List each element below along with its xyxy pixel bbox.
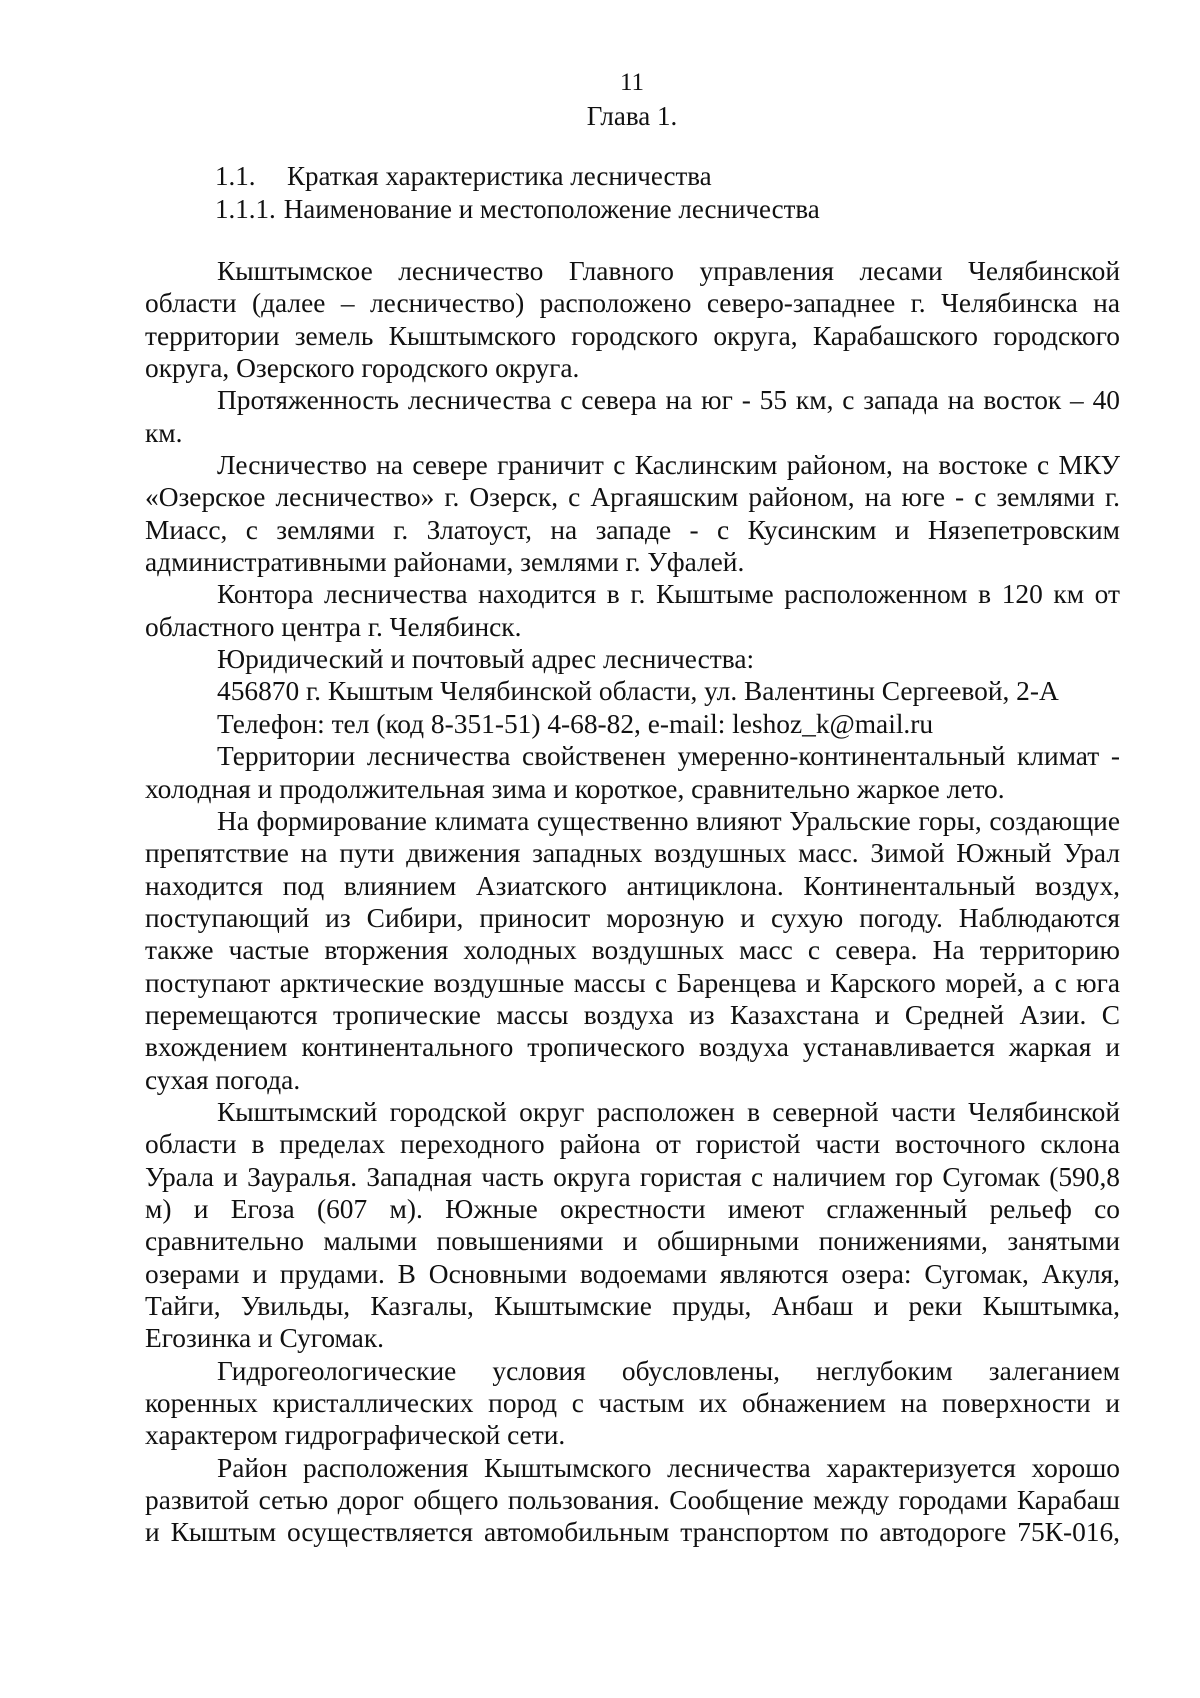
paragraph-borders: Лесничество на севере граничит с Каслинским районом, на востоке с МКУ «Озерское лесничество» г. Озерск, с Аргаяшским районом, на юге - с землями г. Миасс, с землями г. Златоуст, на западе - с Кусинским и Нязепетровским административными районами, землями г. Уфалей. (145, 450, 1120, 578)
section-title: Краткая характеристика лесничества (287, 161, 712, 191)
section-number: 1.1.1. (215, 194, 276, 224)
section-heading-1-1-1 (215, 193, 820, 225)
section-heading-1-1 (215, 160, 712, 192)
paragraph-relief: Кыштымский городской округ расположен в северной части Челябинской области в пределах переходного района от гористой части восточного склона Урала и Зауралья. Западная часть округа гористая с наличием гор Сугомак (590,8 м) и Егоза (607 м). Южные окрестности имеют сглаженный рельеф со сравнительно малыми повышениями и обширными понижениями, занятыми озерами и прудами. В Основными водоемами являются озера: Сугомак, Акуля, Тайги, Увильды, Казгалы, Кыштымские пруды, Анбаш и реки Кыштымка, Егозинка и Сугомак. (145, 1096, 1120, 1354)
paragraph-roads: Район расположения Кыштымского лесничества характеризуется хорошо развитой сетью дорог общего пользования. Сообщение между городами Карабаш и Кыштым осуществляется автомобильным транспортом по автодороге 75К-016, (145, 1452, 1120, 1548)
section-title: Наименование и местоположение лесничества (283, 194, 820, 224)
chapter-title: Глава 1. (586, 101, 678, 131)
paragraph-address: 456870 г. Кыштым Челябинской области, ул. Валентины Сергеевой, 2-А (217, 676, 1059, 707)
paragraph-phone: Телефон: тел (код 8-351-51) 4-68-82, e-mail: leshoz_k@mail.ru (217, 708, 934, 739)
page-number: 11 (619, 69, 645, 96)
paragraph-hydrogeology: Гидрогеологические условия обусловлены, неглубоким залеганием коренных кристаллических пород с частым их обнажением на поверхности и характером гидрографической сети. (145, 1355, 1120, 1451)
paragraph-climate: Территории лесничества свойственен умеренно-континентальный климат - холодная и продолжительная зима и короткое, сравнительно жаркое лето. (145, 741, 1120, 804)
body-text (145, 255, 1120, 1549)
paragraph-office: Контора лесничества находится в г. Кыштыме расположенном в 120 км от областного центра г. Челябинск. (145, 579, 1120, 642)
paragraph-climate-formation: На формирование климата существенно влияют Уральские горы, создающие препятствие на пути движения западных воздушных масс. Зимой Южный Урал находится под влиянием Азиатского антициклона. Континентальный воздух, поступающий из Сибири, приносит морозную и сухую погоду. Наблюдаются также частые вторжения холодных воздушных масс с севера. На территорию поступают арктические воздушные массы с Баренцева и Карского морей, а с юга перемещаются тропические массы воздуха из Казахстана и Средней Азии. С вхождением континентального тропического воздуха устанавливается жаркая и сухая погода. (145, 805, 1120, 1095)
paragraph-location: Кыштымское лесничество Главного управления лесами Челябинской области (далее – лесничество) расположено северо-западнее г. Челябинска на территории земель Кыштымского городского округа, Карабашского городского округа, Озерского городского округа. (145, 256, 1120, 384)
paragraph-extent: Протяженность лесничества с севера на юг - 55 км, с запада на восток – 40 км. (145, 385, 1120, 448)
section-number: 1.1. (215, 161, 256, 191)
paragraph-address-label: Юридический и почтовый адрес лесничества: (217, 644, 755, 675)
